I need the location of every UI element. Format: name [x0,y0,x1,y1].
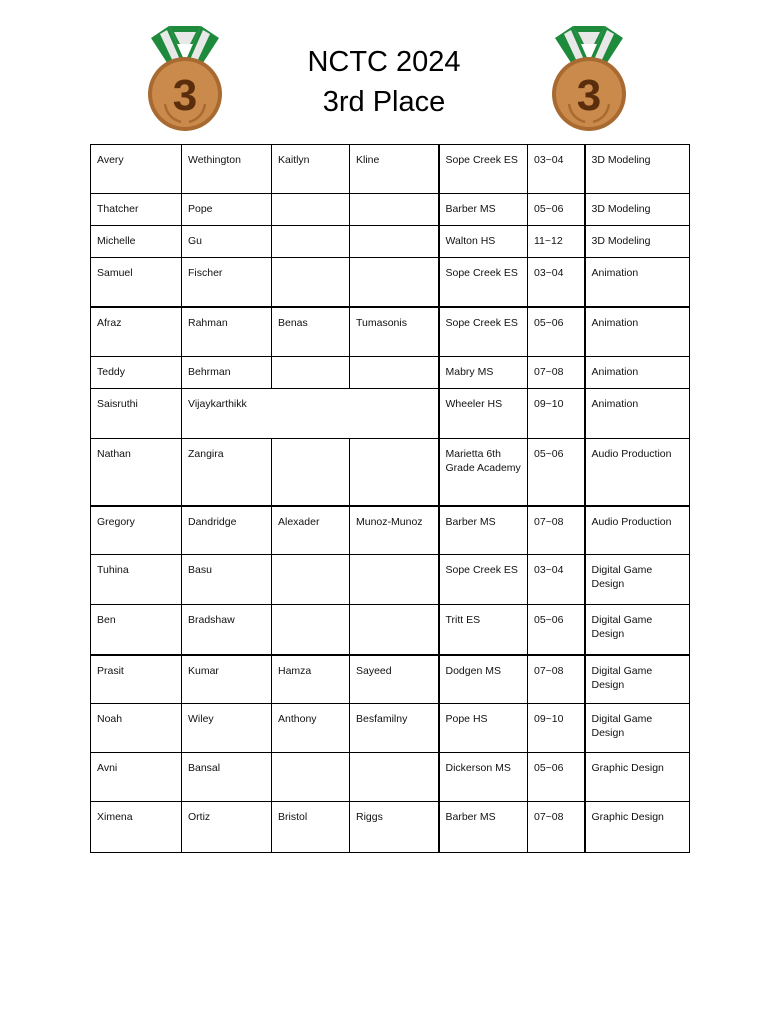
grade: 09~10 [528,704,585,753]
grade: 07~08 [528,802,585,853]
grade: 07~08 [528,655,585,704]
first-name-1: Thatcher [91,194,182,226]
table-row [91,357,690,389]
school: Wheeler HS [439,389,528,439]
first-name-1: Afraz [91,307,182,357]
first-name-2 [272,439,350,506]
results-table [90,144,690,853]
last-name-1: Dandridge [182,506,272,555]
last-name-1: Kumar [182,655,272,704]
category: 3D Modeling [585,226,690,258]
first-name-2: Kaitlyn [272,145,350,194]
first-name-1: Noah [91,704,182,753]
school: Walton HS [439,226,528,258]
last-name-2: Kline [350,145,439,194]
grade: 09~10 [528,389,585,439]
last-name-2 [350,258,439,307]
page-title [234,42,534,122]
grade: 11~12 [528,226,585,258]
first-name-1: Avery [91,145,182,194]
first-name-2 [272,194,350,226]
first-name-2 [272,753,350,802]
school: Sope Creek ES [439,145,528,194]
grade: 07~08 [528,357,585,389]
last-name-1: Wethington [182,145,272,194]
last-name-2: Riggs [350,802,439,853]
last-name-2 [350,605,439,655]
bronze-medal-icon-right [549,22,629,134]
title-line-2: 3rd Place [322,86,446,118]
last-name-2: Munoz-Munoz [350,506,439,555]
first-name-1: Michelle [91,226,182,258]
school: Dodgen MS [439,655,528,704]
school: Sope Creek ES [439,307,528,357]
bronze-medal-icon-left [145,22,225,134]
grade: 05~06 [528,307,585,357]
last-name-2 [350,226,439,258]
last-name-1: Vijaykarthikk [182,389,439,439]
category: Animation [585,307,690,357]
first-name-1: Gregory [91,506,182,555]
last-name-2: Tumasonis [350,307,439,357]
last-name-2 [350,753,439,802]
results-table-body [91,145,690,853]
last-name-2 [350,439,439,506]
last-name-1: Bansal [182,753,272,802]
last-name-1: Fischer [182,258,272,307]
category: Digital Game Design [585,704,690,753]
last-name-1: Pope [182,194,272,226]
table-row [91,655,690,704]
last-name-1: Gu [182,226,272,258]
category: Digital Game Design [585,655,690,704]
first-name-2: Hamza [272,655,350,704]
first-name-2: Alexader [272,506,350,555]
school: Sope Creek ES [439,258,528,307]
last-name-1: Behrman [182,357,272,389]
table-row [91,194,690,226]
table-row [91,802,690,853]
category: Animation [585,357,690,389]
table-row [91,307,690,357]
first-name-1: Tuhina [91,555,182,605]
first-name-1: Ximena [91,802,182,853]
table-row [91,753,690,802]
table-row [91,555,690,605]
grade: 05~06 [528,439,585,506]
school: Dickerson MS [439,753,528,802]
medal-number-left: 3 [172,71,198,120]
category: Audio Production [585,439,690,506]
grade: 05~06 [528,194,585,226]
last-name-1: Rahman [182,307,272,357]
table-row [91,258,690,307]
table-row [91,439,690,506]
first-name-1: Avni [91,753,182,802]
grade: 03~04 [528,555,585,605]
category: Graphic Design [585,802,690,853]
category: Animation [585,389,690,439]
school: Mabry MS [439,357,528,389]
first-name-2: Anthony [272,704,350,753]
last-name-2 [350,555,439,605]
school: Pope HS [439,704,528,753]
title-line-1: NCTC 2024 [307,46,461,78]
first-name-1: Saisruthi [91,389,182,439]
category: 3D Modeling [585,194,690,226]
first-name-1: Samuel [91,258,182,307]
last-name-2 [350,357,439,389]
table-row [91,226,690,258]
table-row [91,389,690,439]
last-name-2: Sayeed [350,655,439,704]
category: Audio Production [585,506,690,555]
last-name-1: Ortiz [182,802,272,853]
last-name-1: Wiley [182,704,272,753]
grade: 05~06 [528,753,585,802]
first-name-2 [272,226,350,258]
grade: 03~04 [528,258,585,307]
last-name-2: Besfamilny [350,704,439,753]
first-name-2 [272,555,350,605]
first-name-2 [272,258,350,307]
category: Digital Game Design [585,555,690,605]
last-name-1: Basu [182,555,272,605]
school: Marietta 6th Grade Academy [439,439,528,506]
first-name-1: Ben [91,605,182,655]
grade: 03~04 [528,145,585,194]
table-row [91,506,690,555]
grade: 07~08 [528,506,585,555]
grade: 05~06 [528,605,585,655]
table-row [91,605,690,655]
table-row [91,145,690,194]
school: Barber MS [439,194,528,226]
category: Animation [585,258,690,307]
first-name-2 [272,357,350,389]
first-name-1: Teddy [91,357,182,389]
first-name-2: Bristol [272,802,350,853]
first-name-2: Benas [272,307,350,357]
school: Sope Creek ES [439,555,528,605]
school: Tritt ES [439,605,528,655]
school: Barber MS [439,506,528,555]
category: Digital Game Design [585,605,690,655]
last-name-1: Zangira [182,439,272,506]
first-name-2 [272,605,350,655]
first-name-1: Prasit [91,655,182,704]
table-row [91,704,690,753]
first-name-1: Nathan [91,439,182,506]
category: Graphic Design [585,753,690,802]
category: 3D Modeling [585,145,690,194]
school: Barber MS [439,802,528,853]
medal-number-right: 3 [576,71,602,120]
last-name-1: Bradshaw [182,605,272,655]
last-name-2 [350,194,439,226]
